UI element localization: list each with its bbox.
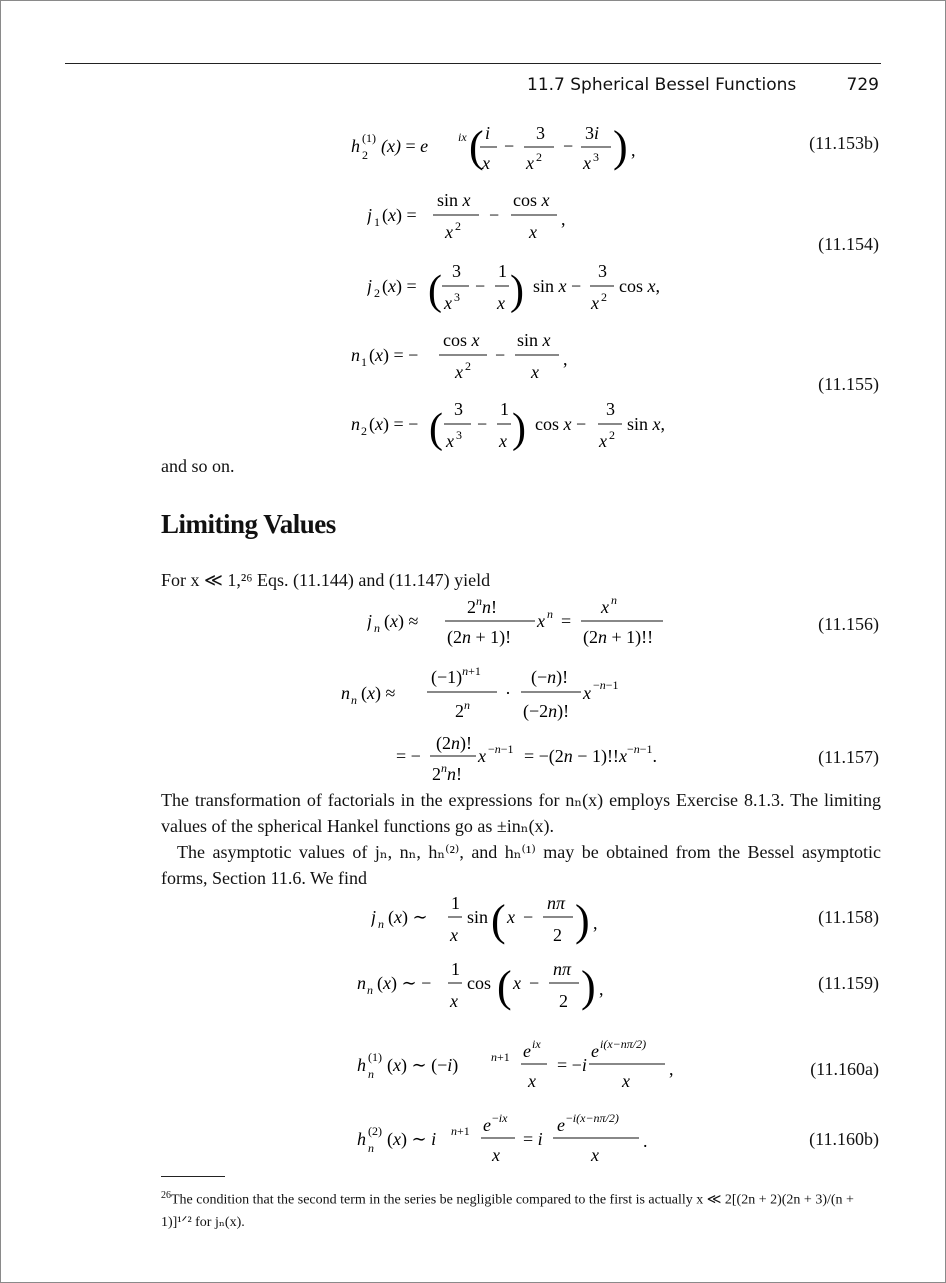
- equation-number: (11.155): [818, 374, 879, 394]
- svg-text:3: 3: [456, 428, 462, 442]
- svg-text:−: −: [523, 907, 534, 927]
- equation-11-155-n2: [351, 393, 691, 457]
- footnote-rule: [161, 1176, 225, 1177]
- page-number: 729: [846, 75, 879, 95]
- svg-text:(x) ∼ −: (x) ∼ −: [377, 973, 432, 993]
- svg-text:(−2n)!: (−2n)!: [523, 701, 570, 721]
- equation-11-159: [357, 951, 677, 1017]
- svg-text:(x) = −: (x) = −: [369, 345, 419, 365]
- svg-text:(2n)!: (2n)!: [436, 733, 472, 753]
- svg-text:n: n: [611, 593, 617, 607]
- svg-text:(x) ∼ (−i): (x) ∼ (−i): [387, 1055, 459, 1075]
- svg-text:(2n + 1)!: (2n + 1)!: [447, 627, 512, 647]
- svg-text:sin x,: sin x,: [627, 414, 666, 434]
- svg-text:): ): [613, 122, 628, 171]
- svg-text:x: x: [444, 293, 452, 313]
- svg-text:−: −: [495, 345, 506, 365]
- svg-text:x: x: [492, 1145, 500, 1165]
- svg-text:= i: = i: [523, 1129, 543, 1149]
- svg-text:(1): (1): [368, 1050, 382, 1064]
- svg-text:,: ,: [599, 979, 604, 999]
- svg-text:x: x: [591, 293, 599, 313]
- svg-text:x: x: [499, 431, 507, 451]
- svg-text:2nn!: 2$^n$n!: [432, 761, 462, 784]
- and-so-on-text: and so on.: [161, 456, 235, 476]
- svg-text:j: j: [367, 205, 373, 225]
- svg-text:x: x: [601, 597, 609, 617]
- transformation-paragraph: The transformation of factorials in the expressions for nₙ(x) employs Exercise 8.1.3. The limiting values of the spherical Hankel functions go as ±inₙ(x).: [161, 790, 881, 836]
- svg-text:n: n: [351, 414, 360, 434]
- svg-text:e: e: [557, 1115, 565, 1135]
- svg-text:sin x: sin x: [437, 190, 471, 210]
- svg-text:e: e: [483, 1115, 491, 1135]
- equation-11-154-j1: [367, 184, 587, 246]
- svg-text:(: (: [428, 268, 442, 314]
- equation-11-160b: [357, 1105, 697, 1171]
- svg-text:n: n: [341, 683, 350, 703]
- svg-text:j: j: [367, 276, 373, 296]
- svg-text:x: x: [450, 925, 458, 945]
- svg-text:·: ·: [505, 683, 511, 703]
- svg-text:3: 3: [452, 261, 461, 281]
- svg-text:x: x: [622, 1071, 630, 1091]
- svg-text:1: 1: [374, 215, 380, 229]
- svg-text:1: 1: [361, 355, 367, 369]
- svg-text:(x) = −: (x) = −: [369, 414, 419, 434]
- svg-text:−: −: [477, 414, 488, 434]
- svg-text:x: x: [531, 362, 539, 382]
- svg-text:i: i: [485, 123, 491, 143]
- svg-text:sin x −: sin x −: [533, 276, 582, 296]
- svg-text:n: n: [368, 1067, 374, 1081]
- svg-text:3: 3: [536, 123, 545, 143]
- svg-text:h: h: [357, 1055, 366, 1075]
- svg-text:,: ,: [669, 1059, 674, 1079]
- equation-11-157-line2: [396, 729, 736, 789]
- svg-text:(2n + 1)!!: (2n + 1)!!: [583, 627, 654, 647]
- svg-text:−: −: [529, 973, 540, 993]
- svg-text:sin x: sin x: [517, 330, 551, 350]
- svg-text:cos: cos: [467, 973, 491, 993]
- equation-number: (11.158): [818, 907, 879, 927]
- equation-number: (11.153b): [809, 133, 879, 153]
- svg-text:): ): [581, 962, 596, 1011]
- svg-text:(−1)n+1: $(-1)^{n+1}$: [431, 664, 481, 687]
- svg-text:2: 2: [559, 991, 568, 1011]
- equation-number: (11.157): [818, 747, 879, 767]
- svg-text:n+1: n+1: [451, 1124, 470, 1138]
- svg-text:(: (: [491, 896, 506, 945]
- asymptotic-paragraph: The asymptotic values of jₙ, nₙ, hₙ⁽²⁾, and hₙ⁽¹⁾ may be obtained from the Bessel asymptotic forms, Section 11.6. We find: [161, 842, 881, 888]
- svg-text:cos x −: cos x −: [535, 414, 587, 434]
- svg-text:2n: 2$^n$: [455, 698, 470, 721]
- svg-text:n: n: [351, 345, 360, 365]
- svg-text:,: ,: [631, 140, 636, 160]
- svg-text:−n−1: −n−1: [488, 742, 514, 756]
- intro-line: For x ≪ 1,²⁶ Eqs. (11.144) and (11.147) yield: [161, 570, 491, 590]
- svg-text:x: x: [599, 431, 607, 451]
- svg-text:x: x: [482, 153, 490, 173]
- svg-text:x: x: [583, 683, 591, 703]
- svg-text:1: 1: [451, 959, 460, 979]
- svg-text:.: .: [643, 1131, 648, 1151]
- svg-text:n: n: [357, 973, 366, 993]
- svg-text:(x) ≈: (x) ≈: [384, 611, 419, 631]
- svg-text:x: x: [497, 293, 505, 313]
- svg-text:n: n: [367, 983, 373, 997]
- equation-number: (11.156): [818, 614, 879, 634]
- svg-text:2: 2: [601, 290, 607, 304]
- svg-text:(x) = e: (x) = e: [381, 136, 429, 156]
- svg-text:=: =: [561, 611, 572, 631]
- svg-text:x: x: [478, 746, 486, 766]
- svg-text:(2): (2): [368, 1124, 382, 1138]
- svg-text:x: x: [513, 973, 521, 993]
- svg-text:3: 3: [593, 150, 599, 164]
- svg-text:2: 2: [465, 359, 471, 373]
- footnote: [161, 1185, 881, 1234]
- svg-text:x: x: [455, 362, 463, 382]
- equation-11-158: [371, 885, 671, 951]
- svg-text:x: x: [537, 611, 545, 631]
- svg-text:n: n: [378, 917, 384, 931]
- svg-text:2: 2: [536, 150, 542, 164]
- svg-text:e: e: [591, 1041, 599, 1061]
- svg-text:2: 2: [374, 286, 380, 300]
- svg-text:(x) ∼: (x) ∼: [388, 907, 428, 927]
- svg-text:cos x: cos x: [513, 190, 550, 210]
- svg-text:h: h: [357, 1129, 366, 1149]
- svg-text:−: −: [475, 276, 486, 296]
- svg-text:x: x: [526, 153, 534, 173]
- svg-text:n: n: [368, 1141, 374, 1155]
- svg-text:,: ,: [563, 349, 568, 369]
- svg-text:sin: sin: [467, 907, 489, 927]
- svg-text:2: 2: [455, 219, 461, 233]
- header-rule: [65, 63, 881, 64]
- svg-text:(x) =: (x) =: [382, 205, 417, 225]
- svg-text:−: −: [489, 205, 500, 225]
- svg-text:3i: 3i: [585, 123, 600, 143]
- svg-text:(: (: [469, 122, 484, 171]
- svg-text:x: x: [529, 222, 537, 242]
- svg-text:2: 2: [553, 925, 562, 945]
- svg-text:cos x: cos x: [443, 330, 480, 350]
- svg-text:(x) ∼ i: (x) ∼ i: [387, 1129, 437, 1149]
- svg-text:n: n: [351, 693, 357, 707]
- svg-text:ix: ix: [532, 1037, 541, 1051]
- svg-text:= −(2n − 1)!!x−n−1.: = $-(2n - 1)!!x^{-n-1}$.: [524, 742, 657, 766]
- svg-text:−i(x−nπ/2): −i(x−nπ/2): [566, 1111, 619, 1125]
- svg-text:x: x: [583, 153, 591, 173]
- equation-number: (11.160a): [810, 1059, 879, 1079]
- svg-text:−: −: [504, 136, 515, 156]
- svg-text:e: e: [523, 1041, 531, 1061]
- svg-text:3: 3: [606, 399, 615, 419]
- svg-text:2nn!: 2$^n$n!: [467, 594, 497, 617]
- svg-text:,: ,: [561, 209, 566, 229]
- svg-text:cos x,: cos x,: [619, 276, 660, 296]
- equation-number: (11.154): [818, 234, 879, 254]
- svg-text:3: 3: [598, 261, 607, 281]
- section-heading: Limiting Values: [161, 509, 336, 539]
- svg-text:(1): (1): [362, 131, 376, 145]
- equation-11-156: [367, 591, 667, 653]
- svg-text:(−n)!: (−n)!: [531, 667, 569, 687]
- svg-text:(x) =: (x) =: [382, 276, 417, 296]
- svg-text:n+1: n+1: [491, 1050, 510, 1064]
- svg-text:= −: = −: [396, 746, 421, 766]
- svg-text:1: 1: [500, 399, 509, 419]
- svg-text:): ): [512, 406, 526, 452]
- footnote-text: The condition that the second term in the series be negligible compared to the first is actually x ≪ 2[(2n + 2)(2n + 3)/(n + 1)]¹ᐟ² for jₙ(x).: [161, 1192, 854, 1230]
- svg-text:−ix: −ix: [492, 1111, 508, 1125]
- svg-text:= −i: = −i: [557, 1055, 587, 1075]
- svg-text:(x) ≈: (x) ≈: [361, 683, 396, 703]
- svg-text:3: 3: [454, 399, 463, 419]
- svg-text:,: ,: [593, 913, 598, 933]
- svg-text:x: x: [445, 222, 453, 242]
- equation-11-160a: [357, 1031, 697, 1097]
- svg-text:h: h: [351, 136, 360, 156]
- svg-text:x: x: [528, 1071, 536, 1091]
- equation-11-155-n1: [351, 324, 591, 386]
- svg-text:n: n: [547, 607, 553, 621]
- equation-11-154-j2: [367, 255, 687, 319]
- svg-text:ix: ix: [458, 130, 467, 144]
- svg-text:2: 2: [609, 428, 615, 442]
- svg-text:): ): [510, 268, 524, 314]
- svg-text:): ): [575, 896, 590, 945]
- svg-text:x: x: [446, 431, 454, 451]
- running-head: 11.7 Spherical Bessel Functions: [527, 75, 797, 95]
- svg-text:2: 2: [361, 424, 367, 438]
- svg-text:nπ: nπ: [553, 959, 572, 979]
- equation-11-157-line1: [341, 661, 661, 727]
- svg-text:1: 1: [451, 893, 460, 913]
- svg-text:j: j: [371, 907, 377, 927]
- svg-text:2: 2: [362, 148, 368, 162]
- svg-text:−n−1: −n−1: [593, 678, 619, 692]
- equation-number: (11.160b): [809, 1129, 879, 1149]
- svg-text:j: j: [367, 611, 373, 631]
- svg-text:(: (: [429, 406, 443, 452]
- svg-text:x: x: [450, 991, 458, 1011]
- svg-text:x: x: [507, 907, 515, 927]
- svg-text:(: (: [497, 962, 512, 1011]
- svg-text:1: 1: [498, 261, 507, 281]
- svg-text:nπ: nπ: [547, 893, 566, 913]
- svg-text:3: 3: [454, 290, 460, 304]
- footnote-marker: 26: [161, 1190, 171, 1201]
- svg-text:−: −: [563, 136, 574, 156]
- svg-text:n: n: [374, 621, 380, 635]
- svg-text:i(x−nπ/2): i(x−nπ/2): [600, 1037, 647, 1051]
- equation-number: (11.159): [818, 973, 879, 993]
- svg-text:x: x: [591, 1145, 599, 1165]
